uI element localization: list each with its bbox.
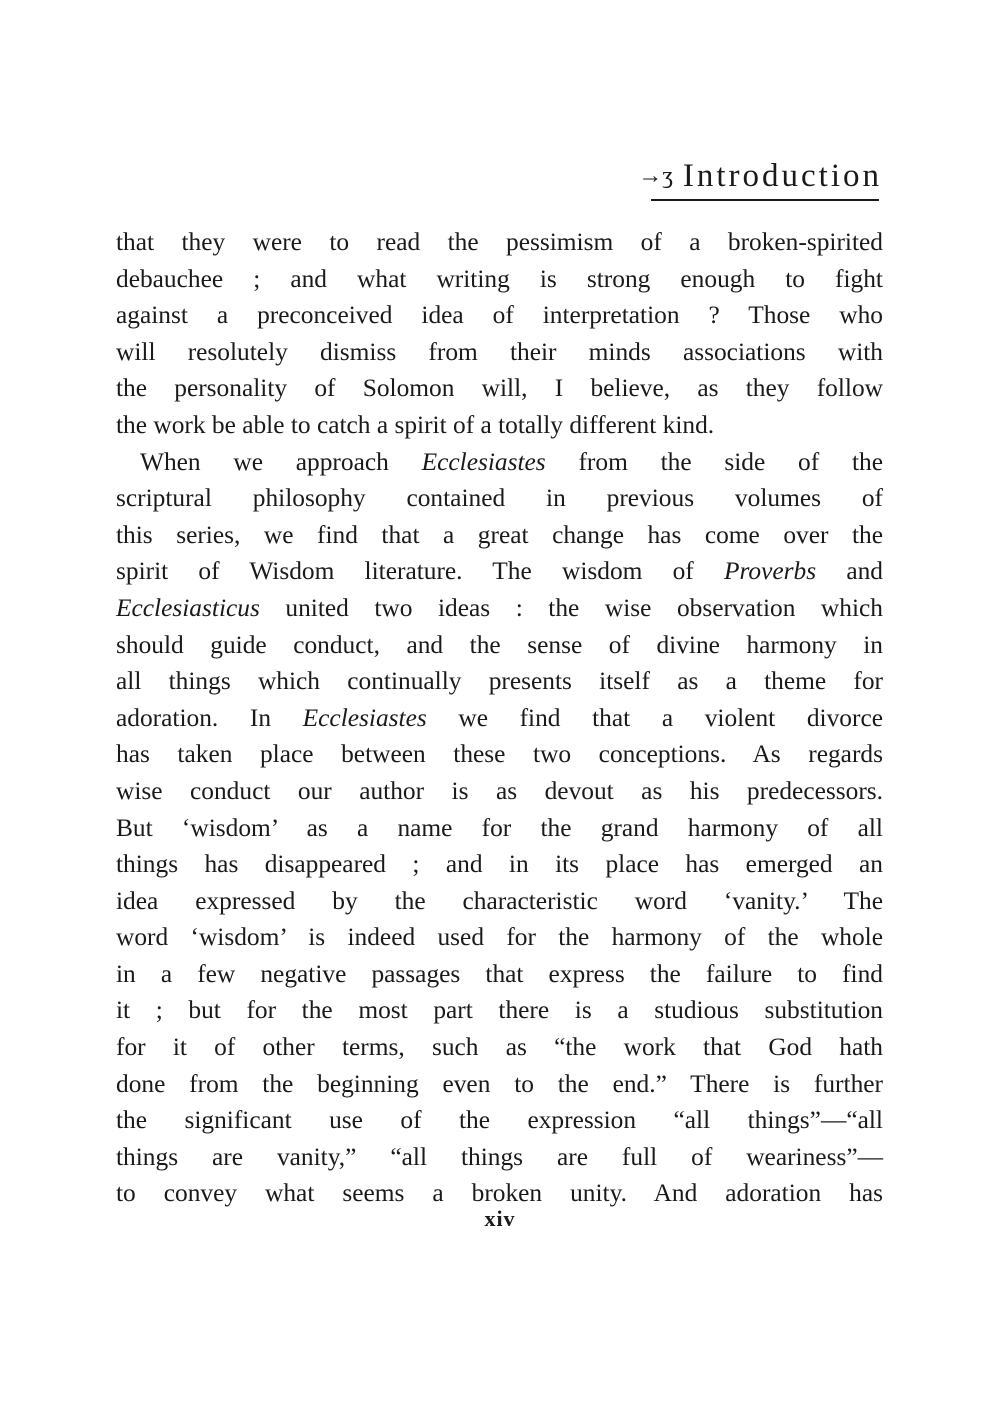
text-line-15: has taken place between these two conceptions. As regards — [116, 740, 883, 769]
text-segment: adoration. In — [116, 703, 303, 732]
text-segment: spirit of Wisdom literature. The wisdom of — [116, 557, 724, 586]
text-line-10 — [116, 553, 883, 590]
text-line-20: word ‘wisdom’ is indeed used for the harmony of the whole — [116, 923, 883, 952]
running-head-title: Introduction — [682, 158, 882, 194]
page-number: xiv — [484, 1206, 516, 1231]
text-line-7 — [116, 444, 883, 481]
text-segment: from the side of the — [545, 447, 883, 476]
text-line-16: wise conduct our author is as devout as his predecessors. — [116, 776, 883, 805]
text-line-8: scriptural philosophy contained in previous volumes of — [116, 484, 883, 513]
text-line-3: against a preconceived idea of interpretation ? Those who — [116, 301, 883, 330]
text-segment: united two ideas : the wise observation which — [259, 593, 883, 622]
text-line-1: that they were to read the pessimism of a broken-spirited — [116, 228, 883, 256]
text-line-4: will resolutely dismiss from their minds associations with — [116, 337, 883, 366]
text-line-27: to convey what seems a broken unity. And adoration has — [116, 1179, 883, 1208]
text-line-22: it ; but for the most part there is a studious substitution — [116, 996, 883, 1025]
text-line-2: debauchee ; and what writing is strong enough to fight — [116, 264, 883, 293]
text-line-12: should guide conduct, and the sense of divine harmony in — [116, 630, 883, 659]
text-line-23: for it of other terms, such as “the work that God hath — [116, 1033, 883, 1062]
text-line-21: in a few negative passages that express the failure to find — [116, 959, 883, 988]
running-head-ornament: →ʒ — [638, 163, 673, 189]
text-line-14 — [116, 700, 883, 737]
running-head-rule — [651, 199, 879, 201]
italic-title-ecclesiasticus: Ecclesiasticus — [116, 593, 260, 622]
text-line-5: the personality of Solomon will, I believe, as they follow — [116, 374, 883, 403]
text-segment: and — [816, 557, 884, 586]
text-line-13: all things which continually presents itself as a theme for — [116, 667, 883, 696]
text-line-11 — [116, 590, 883, 627]
text-line-24: done from the beginning even to the end.” There is further — [116, 1069, 883, 1098]
text-segment: When we approach — [140, 447, 422, 476]
italic-title-proverbs: Proverbs — [723, 557, 817, 586]
text-line-9: this series, we find that a great change has come over the — [116, 520, 883, 549]
text-line-25: the significant use of the expression “all things”—“all — [116, 1106, 883, 1135]
text-line-19: idea expressed by the characteristic word ‘vanity.’ The — [116, 886, 883, 915]
text-line-18: things has disappeared ; and in its place has emerged an — [116, 850, 883, 879]
running-head — [600, 152, 882, 200]
text-line-26: things are vanity,” “all things are full of weariness”— — [116, 1142, 883, 1171]
text-line-17: But ‘wisdom’ as a name for the grand harmony of all — [116, 813, 883, 842]
text-segment: we find that a violent divorce — [426, 703, 883, 732]
italic-title-ecclesiastes: Ecclesiastes — [302, 703, 427, 732]
text-line-6: the work be able to catch a spirit of a totally different kind. — [116, 410, 715, 439]
body-text — [116, 224, 883, 1212]
italic-title-ecclesiastes: Ecclesiastes — [421, 447, 546, 476]
